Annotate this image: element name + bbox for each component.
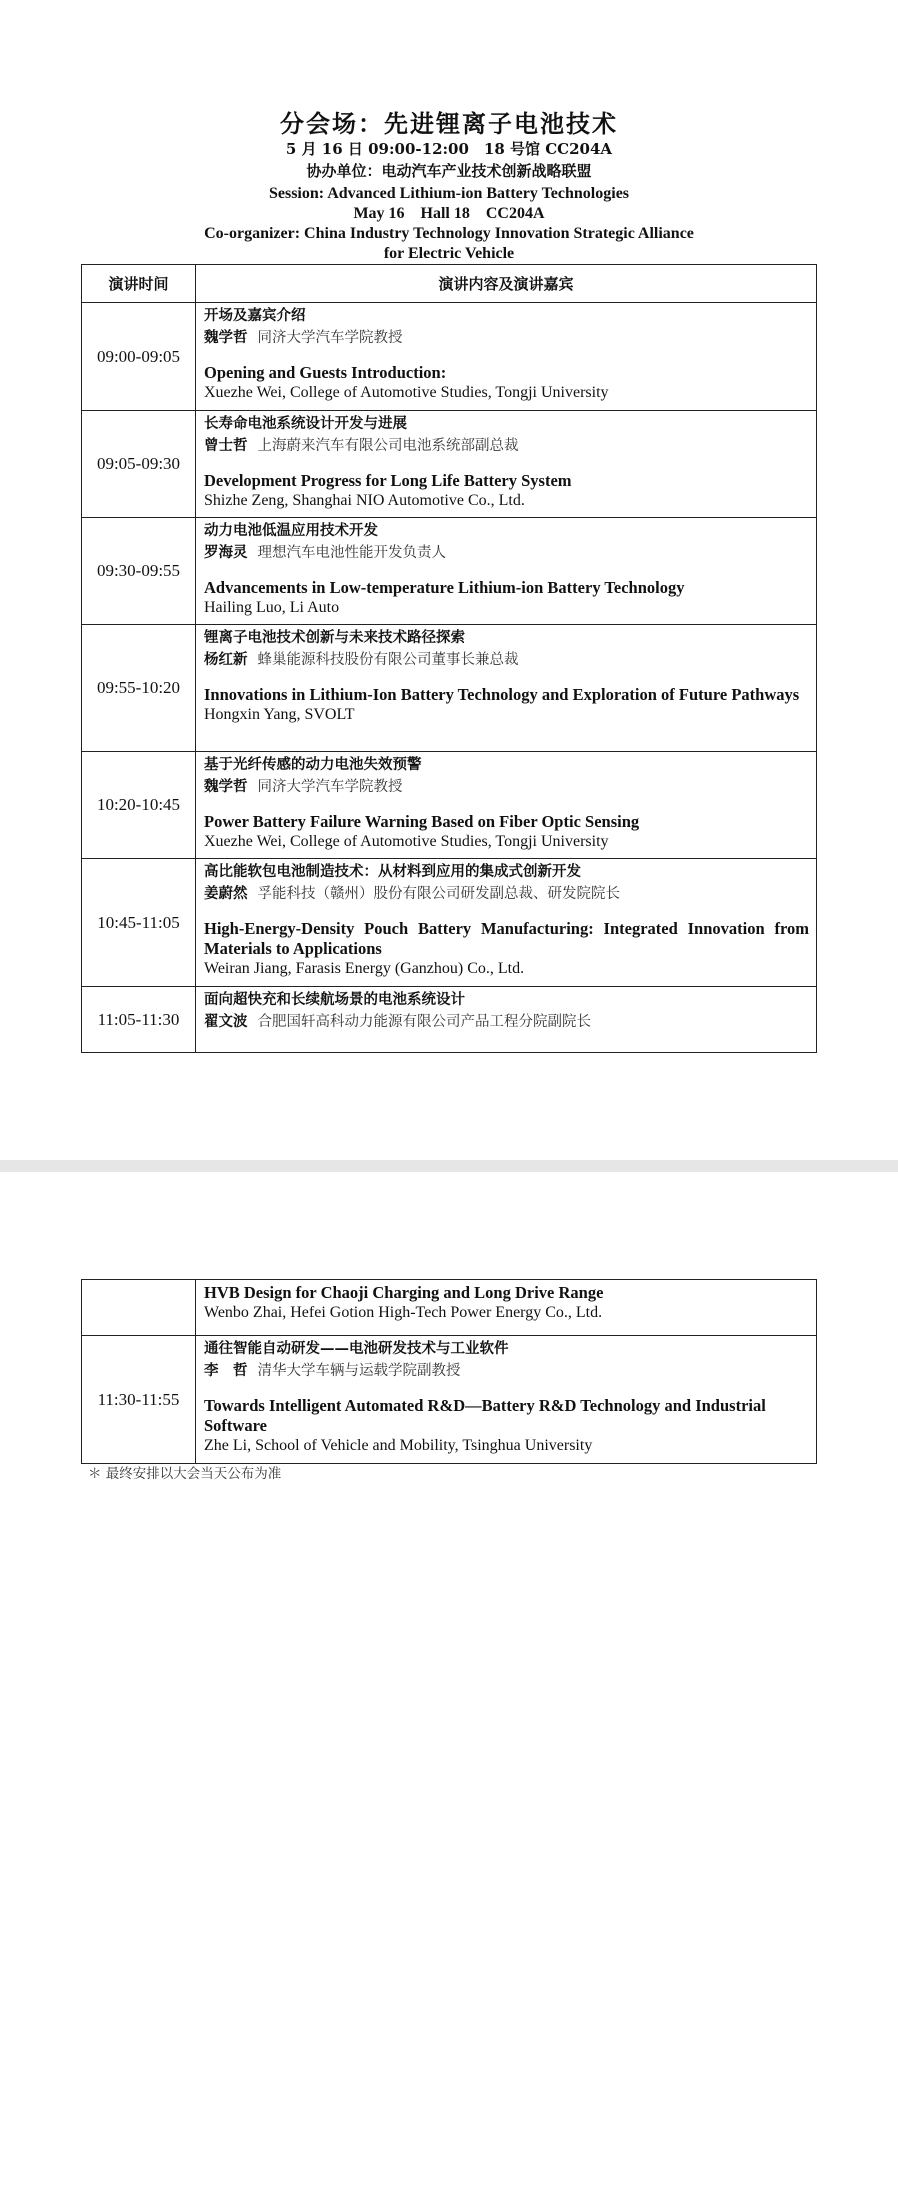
speaker-cn [204, 327, 809, 349]
speaker-cn [204, 435, 809, 457]
speaker-en: Zhe Li, School of Vehicle and Mobility, Tsinghua University [204, 1437, 593, 1454]
talk-time: 10:45-11:05 [82, 859, 196, 987]
talk-title-en: Power Battery Failure Warning Based on Fiber Optic Sensing [204, 812, 640, 831]
table-row [82, 1280, 817, 1336]
speaker-affiliation: 理想汽车电池性能开发负责人 [257, 545, 446, 561]
page-separator [0, 1160, 898, 1172]
table-row [82, 411, 817, 518]
speaker-name: 李 哲 [204, 1362, 248, 1379]
table-row [82, 752, 817, 859]
speaker-name: 魏学哲 [204, 778, 248, 795]
table-row [82, 987, 817, 1053]
talk-content [196, 1280, 817, 1336]
table-row [82, 625, 817, 752]
talk-topic-cn: 面向超快充和长续航场景的电池系统设计 [204, 991, 465, 1008]
talk-topic-cn: 基于光纤传感的动力电池失效预警 [204, 756, 422, 773]
speaker-name: 姜蔚然 [204, 885, 248, 902]
talk-content [196, 752, 817, 859]
table-row [82, 859, 817, 987]
speaker-affiliation: 孚能科技（赣州）股份有限公司研发副总裁、研发院院长 [257, 886, 620, 902]
session-date-en: May 16 Hall 18 CC204A [353, 205, 545, 222]
program-table [81, 264, 817, 1053]
speaker-cn [204, 649, 809, 671]
talk-content [196, 303, 817, 411]
speaker-cn [204, 1011, 809, 1033]
talk-title-en: High-Energy-Density Pouch Battery Manufacturing: Integrated Innovation from Materials to Applications [204, 919, 809, 958]
talk-topic-cn: 动力电池低温应用技术开发 [204, 522, 378, 539]
table-header-row [82, 265, 817, 303]
session-date-cn: 5 月 16 日 09:00-12:00 18 号馆 CC204A [285, 140, 613, 158]
talk-time: 09:55-10:20 [82, 625, 196, 752]
table-row [82, 1336, 817, 1464]
talk-content [196, 411, 817, 518]
table-row [82, 303, 817, 411]
talk-topic-cn: 长寿命电池系统设计开发与进展 [204, 415, 407, 432]
talk-content [196, 625, 817, 752]
talk-time: 09:30-09:55 [82, 518, 196, 625]
speaker-affiliation: 清华大学车辆与运载学院副教授 [257, 1363, 461, 1379]
speaker-name: 罗海灵 [204, 544, 248, 561]
speaker-name: 翟文波 [204, 1013, 248, 1030]
speaker-en: Shizhe Zeng, Shanghai NIO Automotive Co., Ltd. [204, 492, 525, 509]
speaker-cn [204, 883, 809, 905]
speaker-en: Weiran Jiang, Farasis Energy (Ganzhou) Co., Ltd. [204, 960, 525, 977]
talk-time-empty [82, 1280, 196, 1336]
column-header-content: 演讲内容及演讲嘉宾 [196, 265, 817, 303]
co-organizer-en-cont: for Electric Vehicle [383, 245, 515, 262]
talk-time: 09:05-09:30 [82, 411, 196, 518]
speaker-affiliation: 同济大学汽车学院教授 [257, 330, 403, 346]
co-organizer-en: Co-organizer: China Industry Technology Innovation Strategic Alliance [204, 225, 694, 242]
talk-content [196, 518, 817, 625]
speaker-name: 魏学哲 [204, 329, 248, 346]
talk-content [196, 987, 817, 1053]
speaker-en: Xuezhe Wei, College of Automotive Studies, Tongji University [204, 384, 609, 401]
speaker-cn [204, 542, 809, 564]
talk-title-en: HVB Design for Chaoji Charging and Long Drive Range [204, 1283, 604, 1302]
session-title: 分会场：先进锂离子电池技术 [280, 109, 618, 138]
session-title-en: Session: Advanced Lithium-ion Battery Technologies [268, 185, 630, 202]
speaker-affiliation: 合肥国轩高科动力能源有限公司产品工程分院副院长 [257, 1014, 591, 1030]
footnote: ＊ 最终安排以大会当天公布为准 [88, 1466, 282, 1482]
speaker-name: 杨红新 [204, 651, 248, 668]
talk-content [196, 859, 817, 987]
speaker-affiliation: 蜂巢能源科技股份有限公司董事长兼总裁 [257, 652, 519, 668]
speaker-en: Xuezhe Wei, College of Automotive Studies, Tongji University [204, 833, 609, 850]
program-table-continued [81, 1279, 817, 1464]
talk-title-en: Development Progress for Long Life Battery System [204, 471, 572, 490]
talk-title-en: Advancements in Low-temperature Lithium-ion Battery Technology [204, 578, 685, 597]
talk-title-en: Opening and Guests Introduction: [204, 363, 447, 382]
talk-time: 10:20-10:45 [82, 752, 196, 859]
speaker-en: Hailing Luo, Li Auto [204, 599, 340, 616]
speaker-name: 曾士哲 [204, 437, 248, 454]
talk-title-en: Innovations in Lithium-Ion Battery Technology and Exploration of Future Pathways [204, 685, 800, 704]
talk-time: 09:00-09:05 [82, 303, 196, 411]
speaker-cn [204, 776, 809, 798]
speaker-affiliation: 同济大学汽车学院教授 [257, 779, 403, 795]
co-organizer-cn: 协办单位：电动汽车产业技术创新战略联盟 [306, 162, 592, 180]
talk-time: 11:05-11:30 [82, 987, 196, 1053]
talk-time: 11:30-11:55 [82, 1336, 196, 1464]
talk-topic-cn: 通往智能自动研发——电池研发技术与工业软件 [204, 1340, 509, 1357]
speaker-en: Wenbo Zhai, Hefei Gotion High-Tech Power Energy Co., Ltd. [204, 1304, 603, 1321]
speaker-affiliation: 上海蔚来汽车有限公司电池系统部副总裁 [257, 438, 519, 454]
talk-topic-cn: 锂离子电池技术创新与未来技术路径探索 [204, 629, 465, 646]
talk-topic-cn: 开场及嘉宾介绍 [204, 307, 306, 324]
speaker-en: Hongxin Yang, SVOLT [204, 706, 355, 723]
talk-content [196, 1336, 817, 1464]
talk-title-en: Towards Intelligent Automated R&D—Battery R&D Technology and Industrial Software [204, 1396, 766, 1435]
column-header-time: 演讲时间 [82, 265, 196, 303]
talk-topic-cn: 高比能软包电池制造技术：从材料到应用的集成式创新开发 [204, 863, 581, 880]
table-row [82, 518, 817, 625]
speaker-cn [204, 1360, 809, 1382]
